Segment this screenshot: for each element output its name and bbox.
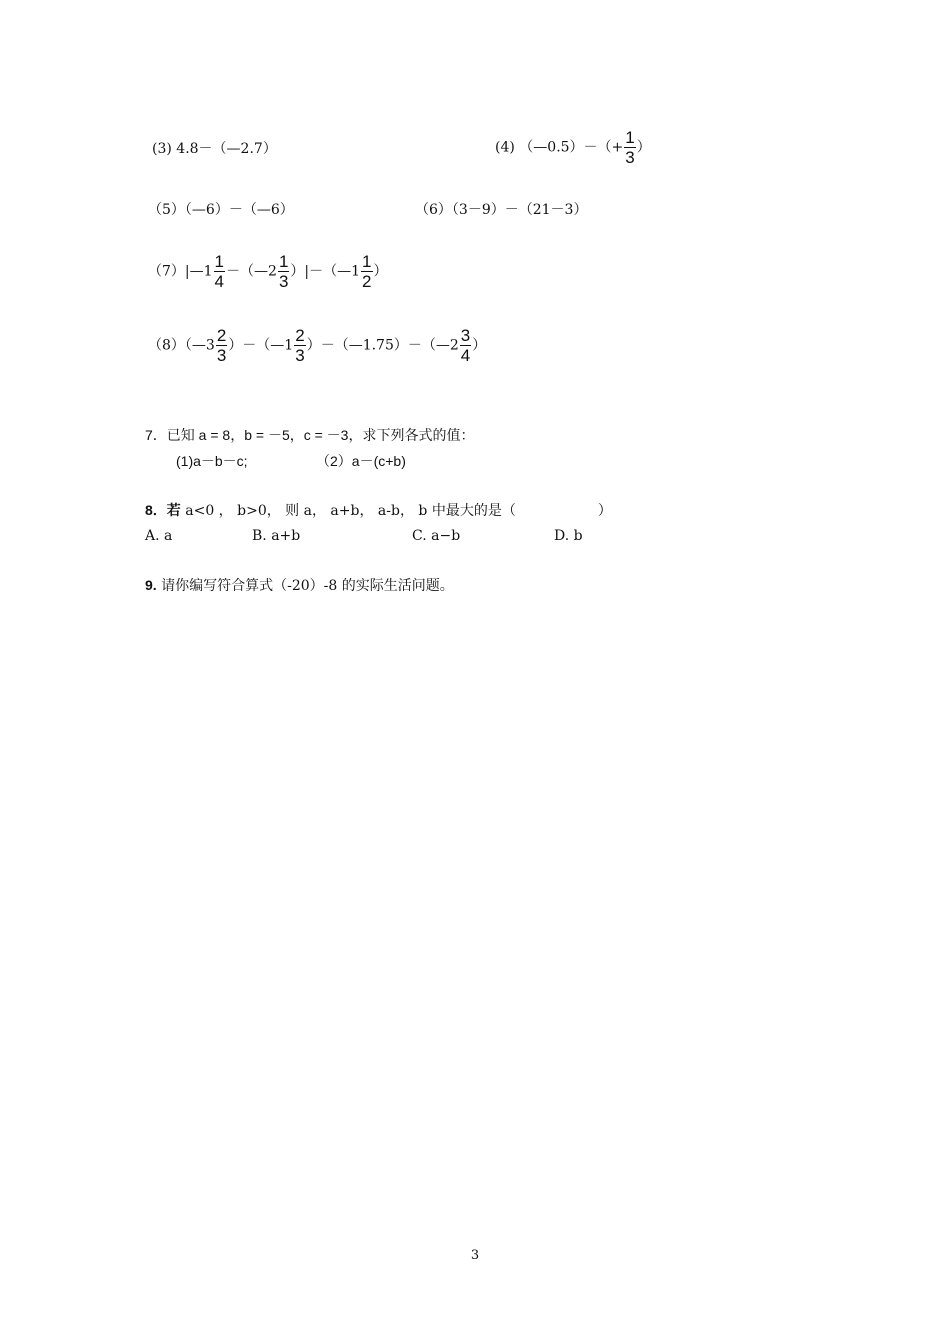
problem-7-part4: ） <box>373 263 388 280</box>
problem-6 <box>415 200 587 220</box>
problem-5-expr: （—6）－（—6） <box>184 202 294 218</box>
question-9-number: 9. <box>145 577 157 593</box>
problem-8-part1: （—3 <box>184 337 215 354</box>
fraction <box>624 128 635 167</box>
problem-7-label: （7） <box>148 263 185 280</box>
fraction-numerator: 1 <box>362 252 372 271</box>
question-8-option-b: B. a+b <box>252 528 301 544</box>
problem-8-label: （8） <box>148 337 185 354</box>
problem-4-expr-after: ） <box>636 139 651 156</box>
fraction <box>361 252 372 291</box>
question-8-close-paren: ） <box>597 503 612 519</box>
problem-7-part1: |—1 <box>184 263 213 280</box>
problem-5-label: （5） <box>148 202 185 218</box>
question-7-sub1: (1)a－b－c; <box>176 453 248 469</box>
problem-5 <box>148 200 294 220</box>
fraction <box>460 326 471 365</box>
fraction <box>214 252 225 291</box>
problem-3-label: (3) <box>152 141 172 157</box>
question-8-option-d: D. b <box>554 528 583 544</box>
fraction-denominator: 4 <box>460 346 471 365</box>
problem-7-part2: －（—2 <box>226 263 277 280</box>
problem-8-expression <box>148 326 486 365</box>
fraction-numerator: 1 <box>625 128 635 147</box>
problem-7 <box>148 252 388 291</box>
fraction-numerator: 1 <box>214 252 225 271</box>
problem-8-part2: ）－（—1 <box>228 337 294 354</box>
problem-6-expr: （3－9）－（21－3） <box>451 202 588 218</box>
fraction-numerator: 3 <box>460 326 471 345</box>
fraction-denominator: 3 <box>295 346 305 365</box>
question-8-text: a<0 ， b>0， 则 a， a+b， a-b， b 中最大的是（ <box>180 503 516 519</box>
fraction-numerator: 1 <box>278 252 289 271</box>
question-7-sub2: （2）a－(c+b) <box>316 453 406 469</box>
question-9-text: 请你编写符合算式（-20）-8 的实际生活问题。 <box>156 578 454 594</box>
fraction-denominator: 3 <box>625 148 635 167</box>
fraction-numerator: 2 <box>295 326 305 345</box>
fraction <box>278 252 289 291</box>
fraction-denominator: 2 <box>362 272 372 291</box>
problem-8-part3: ）－（—1.75）－（—2 <box>306 337 459 354</box>
problem-3-expr: 4.8－（—2.7） <box>176 141 277 157</box>
question-9 <box>145 575 454 596</box>
question-8-option-c: C. a−b <box>412 528 461 544</box>
page-number: 3 <box>470 1248 480 1263</box>
problem-4-label: (4) <box>495 139 515 156</box>
fraction-denominator: 3 <box>278 272 289 291</box>
problem-3 <box>152 139 277 159</box>
fraction <box>216 326 227 365</box>
problem-7-part3: ）|－（—1 <box>290 263 361 280</box>
problem-6-label: （6） <box>415 202 452 218</box>
question-8-option-a: A. a <box>145 528 173 544</box>
fraction-denominator: 3 <box>216 346 227 365</box>
fraction <box>294 326 305 365</box>
fraction-numerator: 2 <box>216 326 227 345</box>
question-7-stem: 7．已知 a = 8，b = －5，c = －3，求下列各式的值： <box>145 427 475 443</box>
problem-8-part4: ） <box>472 337 487 354</box>
problem-4 <box>495 128 651 167</box>
fraction-denominator: 4 <box>214 272 225 291</box>
question-8-stem <box>145 500 612 521</box>
problem-4-expr-before: （—0.5）－（+ <box>519 139 624 156</box>
question-8-number: 8．若 <box>145 502 181 518</box>
